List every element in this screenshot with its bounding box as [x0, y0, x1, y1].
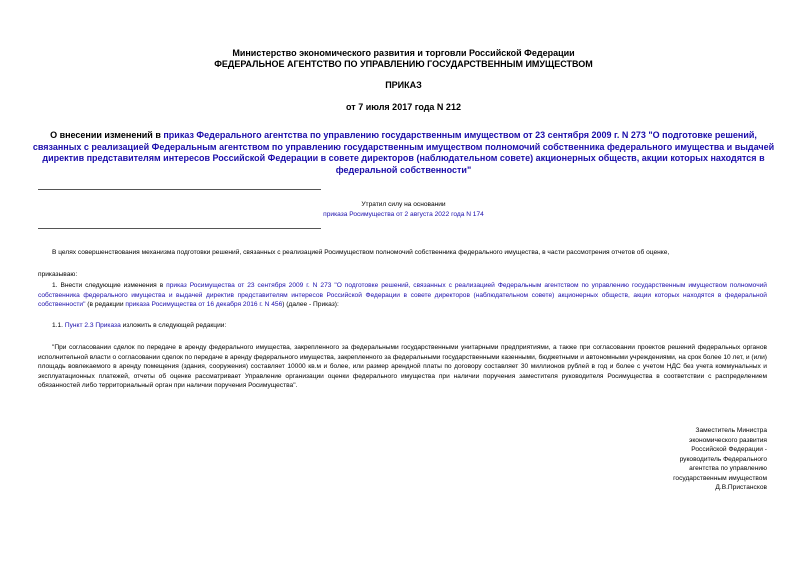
- signatory-name: Д.В.Пристансков: [715, 484, 767, 491]
- item-1-text: (в редакции: [85, 301, 126, 309]
- clause-2-3-link[interactable]: Пункт 2.3 Приказа: [64, 322, 121, 329]
- item-1-1-text: 1.1.: [52, 322, 65, 329]
- item-1-text: 1. Внести следующие изменения в: [52, 282, 167, 289]
- item-1-paragraph: [38, 281, 767, 310]
- status-repeal-link[interactable]: приказа Росимущества от 2 августа 2022 года N 174: [323, 211, 484, 218]
- document-type: ПРИКАЗ: [385, 80, 422, 90]
- ministry-name: Министерство экономического развития и торговли Российской Федерации: [232, 48, 575, 58]
- item-1-1-paragraph: [38, 321, 767, 331]
- preamble-paragraph: В целях совершенствования механизма подготовки решений, связанных с реализацией Росимуществом полномочий собственника федерального имущества, в части рассмотрения отчетов об оценке,: [52, 249, 670, 256]
- signature-line: Заместитель Министра: [695, 427, 767, 434]
- divider: [38, 189, 321, 190]
- signature-line: экономического развития: [688, 436, 767, 444]
- signature-line: агентства по управлению: [689, 465, 767, 472]
- signature-line: Российской Федерации -: [691, 446, 767, 453]
- item-1-text: ) (далее - Приказ):: [282, 301, 339, 309]
- document-date-number: от 7 июля 2017 года N 212: [346, 102, 461, 112]
- signature-line: руководитель Федерального: [679, 455, 767, 463]
- item-1-1-text: изложить в следующей редакции:: [120, 322, 227, 329]
- quoted-clause-paragraph: "При согласовании сделок по передаче в аренду федерального имущества, закрепленного за федеральными государственными унитарными предприятиями, а также при согласовании проектов решений федеральных органов исполнительной власти о согласовании сделок по передаче в аренду федерального имущества, закрепленного за федеральными государственными казенными, бюджетными и автономными учреждениями, на срок более 10 лет, и (или) площадь вовлекаемого в аренду помещения (здания, сооружения) составляет 10000 кв.м и более, или размер арендной платы по договору составляет 30 миллионов рублей в год и более с учетом НДС без учета коммунальных и эксплуатационных платежей, отчеты об оценке рассматривает Управление организации оценки федерального имущества при наличии поручения заместителя руководителя Росимущества в соответствии с распределением обязанностей либо территориальный орган при наличии поручения Росимущества".: [38, 344, 767, 390]
- title-order-link[interactable]: приказ Федерального агентства по управлению государственным имуществом от 23 сентября 2009 г. N 273 "О подготовке решений, связанных с реализацией Федеральным агентством по управлению государственным имуществом полномочий собственника федерального имущества и выдачей директив представителям интересов Российской Федерации в совете директоров (наблюдательном совете) акционерных обществ, акции которых находятся в федеральной собственности": [32, 130, 775, 175]
- order-word: приказываю:: [38, 271, 78, 278]
- order-456-link[interactable]: приказа Росимущества от 16 декабря 2016 г. N 456: [125, 301, 283, 309]
- title-prefix: О внесении изменений в: [50, 130, 164, 140]
- agency-name: ФЕДЕРАЛЬНОЕ АГЕНТСТВО ПО УПРАВЛЕНИЮ ГОСУДАРСТВЕННЫМ ИМУЩЕСТВОМ: [214, 59, 593, 69]
- order-273-link[interactable]: приказ Росимущества от 23 сентября 2009 г. N 273 "О подготовке решений, связанных с реализацией Федеральным агентством по управлению государственным имуществом полномочий собственника федерального имущества и выдачей директив представителям интересов Российской Федерации в совете директоров (наблюдательном совете) акционерных обществ, акции которых находятся в федеральной собственности": [38, 282, 767, 309]
- document-title: [32, 130, 775, 176]
- status-note: Утратил силу на основании: [361, 201, 446, 208]
- signature-block: [607, 426, 767, 493]
- signature-line: государственным имуществом: [673, 474, 767, 482]
- divider: [38, 228, 321, 229]
